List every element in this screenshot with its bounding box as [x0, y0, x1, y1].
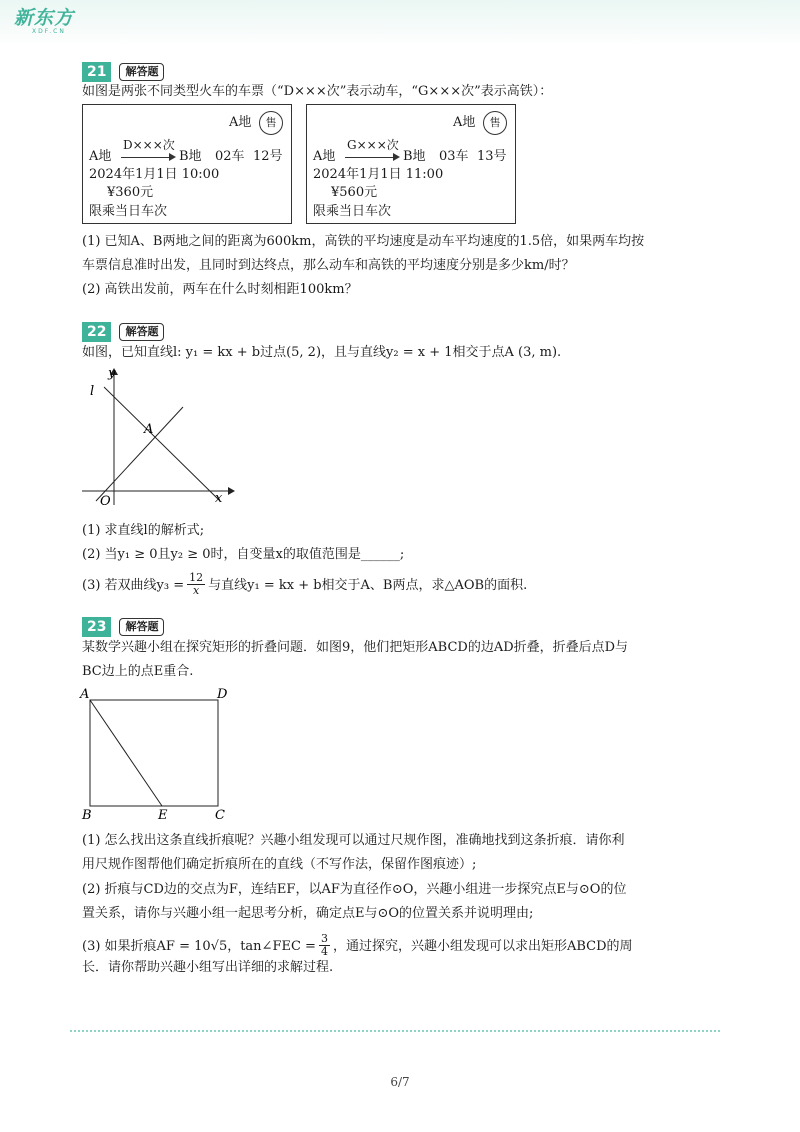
segment-ae — [90, 700, 162, 806]
label-O: O — [100, 494, 111, 509]
label-x: x — [215, 491, 223, 506]
q23-intro-line1: 某数学兴趣小组在探究矩形的折叠问题．如图9，他们把矩形ABCD的边AD折叠，折叠后点D与 — [82, 640, 629, 655]
ticket-g-arrow — [345, 157, 395, 158]
q22-tag: 解答题 — [119, 323, 164, 341]
ticket-g-dest: A地 — [453, 115, 476, 130]
ticket-g-price: ¥560元 — [331, 185, 378, 200]
q21-number: 21 — [82, 62, 111, 82]
ticket-g-stamp: 售 — [483, 111, 507, 135]
ticket-g-car: 03车 — [439, 149, 469, 164]
ticket-d-note: 限乘当日车次 — [89, 204, 168, 219]
q23-figure — [78, 684, 238, 824]
ticket-d-seat: 12号 — [253, 149, 283, 164]
q22-number: 22 — [82, 322, 111, 342]
q22-fraction-den: x — [193, 584, 200, 597]
q21-part2: (2) 高铁出发前，两车在什么时刻相距100km？ — [82, 282, 358, 297]
q21-part1-line2: 车票信息准时出发，且同时到达终点，那么动车和高铁的平均速度分别是多少km/时？ — [82, 258, 575, 273]
q22-part1: (1) 求直线l的解析式; — [82, 523, 205, 538]
ticket-g-seat: 13号 — [477, 149, 507, 164]
logo — [14, 8, 74, 35]
ticket-d-arrow-head — [169, 153, 176, 161]
footer-divider — [70, 1030, 720, 1032]
header-band — [0, 0, 800, 46]
q23-part3-post: ，通过探究，兴趣小组发现可以求出矩形ABCD的周 — [332, 938, 633, 954]
ticket-d-dest: A地 — [229, 115, 252, 130]
q23-fraction — [319, 933, 330, 958]
q23-part3-pre: (3) 如果折痕AF = 10√5，tan∠FEC = — [82, 938, 316, 954]
q23-part3 — [82, 934, 633, 959]
q22-intro: 如图，已知直线l: y₁ = kx + b过点(5, 2)，且与直线y₂ = x + 1相交于点A (3, m). — [82, 345, 562, 360]
logo-subtext: XDF.CN — [32, 28, 66, 35]
label-y: y — [108, 366, 116, 381]
label-B: B — [82, 808, 92, 823]
ticket-d-car: 02车 — [215, 149, 245, 164]
q21-part1-line1: (1) 已知A、B两地之间的距离为600km，高铁的平均速度是动车平均速度的1.5倍，如果两车均按 — [82, 234, 645, 249]
rectangle-abcd — [90, 700, 218, 806]
ticket-d-datetime: 2024年1月1日 10:00 — [89, 167, 220, 182]
q23-part2-line2: 置关系，请你与兴趣小组一起思考分析，确定点E与⊙O的位置关系并说明理由; — [82, 906, 534, 921]
label-C: C — [215, 808, 225, 823]
q22-graph — [78, 365, 238, 515]
label-A: A — [80, 687, 90, 702]
q22-fraction — [187, 572, 205, 597]
ticket-d-arrow — [121, 157, 171, 158]
ticket-d-from: A地 — [89, 149, 112, 164]
q23-part1-line1: (1) 怎么找出这条直线折痕呢？兴趣小组发现可以通过尺规作图，准确地找到这条折痕．请你利 — [82, 833, 625, 848]
q22-part3-post: 与直线y₁ = kx + b相交于A、B两点，求△AOB的面积. — [208, 577, 528, 593]
q22-fraction-num: 12 — [189, 571, 204, 584]
q23-tag: 解答题 — [119, 618, 164, 636]
q23-fraction-den: 4 — [320, 945, 328, 958]
q23-part3-line2: 长．请你帮助兴趣小组写出详细的求解过程. — [82, 960, 334, 975]
ticket-g-to: B地 — [403, 149, 426, 164]
page-number: 6/7 — [390, 1075, 410, 1089]
q22-header — [82, 322, 164, 342]
q23-part1-line2: 用尺规作图帮他们确定折痕所在的直线（不写作法，保留作图痕迹）; — [82, 857, 477, 872]
ticket-d-stamp: 售 — [259, 111, 283, 135]
ticket-d-price: ¥360元 — [107, 185, 154, 200]
q23-fraction-num: 3 — [320, 932, 328, 945]
logo-text: 新东方 — [14, 7, 75, 29]
q22-part3 — [82, 573, 527, 598]
label-D: D — [217, 687, 228, 702]
q23-header — [82, 617, 164, 637]
label-E: E — [158, 808, 168, 823]
ticket-g-arrow-head — [393, 153, 400, 161]
ticket-g-datetime: 2024年1月1日 11:00 — [313, 167, 444, 182]
ticket-d — [82, 104, 292, 224]
label-l: l — [90, 384, 95, 399]
q21-header — [82, 62, 164, 82]
q21-intro: 如图是两张不同类型火车的车票（“D×××次”表示动车，“G×××次”表示高铁）： — [82, 84, 553, 99]
ticket-d-train: D×××次 — [123, 138, 175, 152]
q22-part3-pre: (3) 若双曲线y₃ = — [82, 577, 185, 593]
ticket-g-note: 限乘当日车次 — [313, 204, 392, 219]
ticket-d-to: B地 — [179, 149, 202, 164]
q23-part2-line1: (2) 折痕与CD边的交点为F，连结EF，以AF为直径作⊙O，兴趣小组进一步探究点E与⊙O的位 — [82, 882, 627, 897]
label-A: A — [144, 422, 154, 437]
q23-number: 23 — [82, 617, 111, 637]
q21-tag: 解答题 — [119, 63, 164, 81]
ticket-g — [306, 104, 516, 224]
line-y2 — [96, 407, 183, 501]
q23-intro-line2: BC边上的点E重合. — [82, 664, 194, 679]
q22-part2: (2) 当y₁ ≥ 0且y₂ ≥ 0时，自变量x的取值范围是______; — [82, 547, 405, 562]
line-l — [104, 387, 220, 501]
ticket-g-train: G×××次 — [347, 138, 399, 152]
x-axis-arrow — [228, 487, 235, 495]
ticket-g-from: A地 — [313, 149, 336, 164]
